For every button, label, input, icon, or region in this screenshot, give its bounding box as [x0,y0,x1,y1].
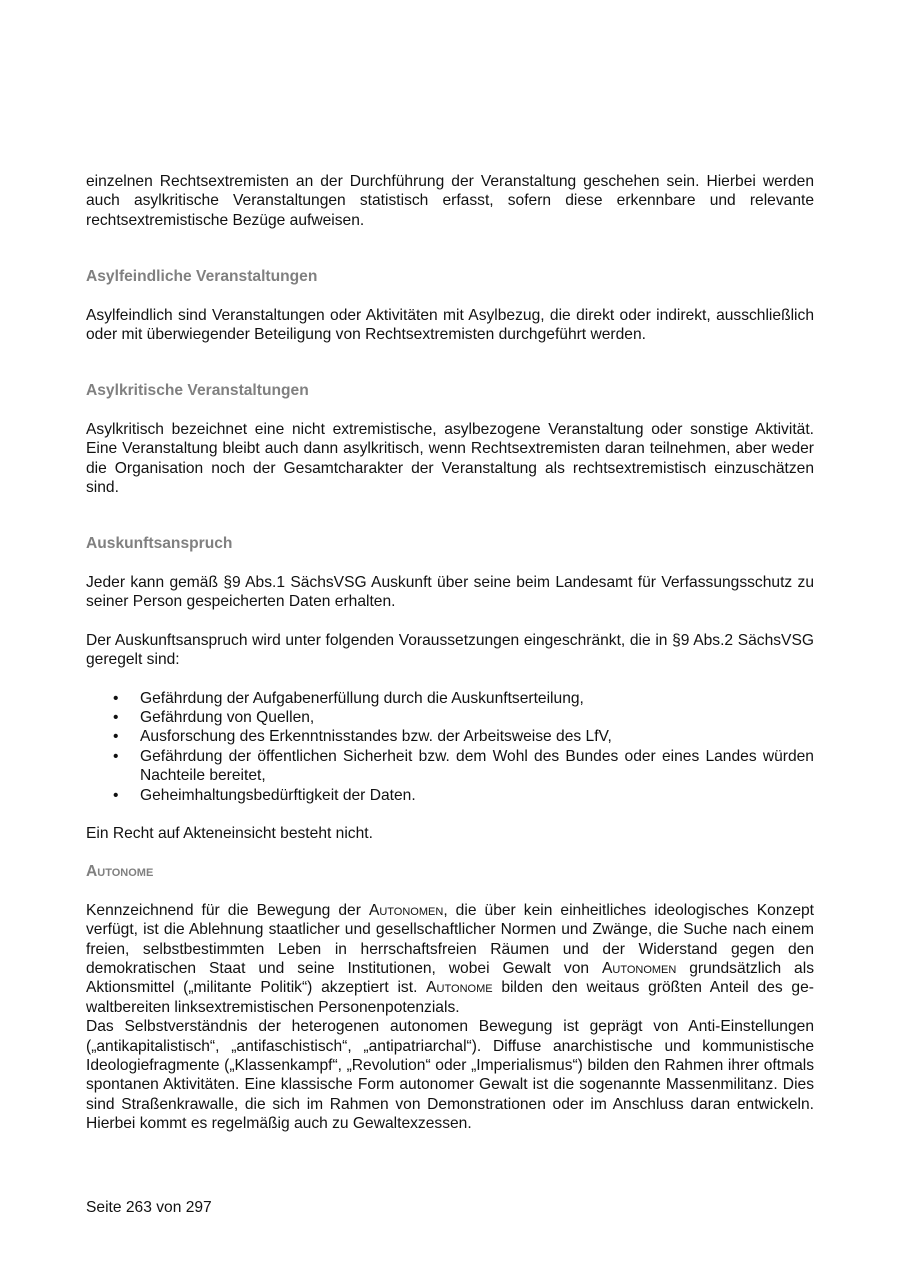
autonome-term: Autonomen [601,959,677,977]
list-item: • Geheimhaltungsbedürftigkeit der Daten. [113,786,416,804]
auskunftsanspruch-paragraph-2: Der Auskunftsanspruch wird unter folgenden Voraussetzungen eingeschränkt, die in §9 Abs.2 SächsVSG geregelt sind: [86,631,814,669]
heading-asylfeindliche-veranstaltungen: Asylfeindliche Veranstaltungen [86,268,318,286]
list-item: • Gefährdung von Quellen, [113,708,315,726]
document-page [86,172,814,1134]
list-item: • Gefährdung der Aufgabenerfüllung durch die Auskunftserteilung, [113,689,584,707]
restriction-list [86,689,814,805]
akteneinsicht-paragraph: Ein Recht auf Akteneinsicht besteht nicht. [86,824,373,842]
bullet-icon: • [113,786,119,804]
intro-paragraph: einzelnen Rechtsextremisten an der Durchführung der Veranstaltung geschehen sein. Hierbei werden auch asylkritische Veranstaltungen statistisch erfasst, sofern diese erkennbare und relevante rechtsextremistische Bezüge aufweisen. [86,173,814,229]
list-item: • Gefährdung der öffentlichen Sicherheit bzw. dem Wohl des Bundes oder eines Landes würden Nachteile bereitet, [113,747,814,785]
heading-asylkritische-veranstaltungen: Asylkritische Veranstaltungen [86,382,309,400]
bullet-icon: • [113,708,119,726]
autonome-term: Autonome [426,979,493,997]
asylkritische-paragraph: Asylkritisch bezeichnet eine nicht extremistische, asylbezogene Veranstaltung oder sonstige Aktivität. Eine Veranstaltung bleibt auch dann asylkritisch, wenn Rechtsextremisten daran teilnehmen, aber weder die Organisation noch der Gesamtcharakter der Veranstaltung als rechtsextremistisch einzuschätzen sind. [86,420,814,497]
autonome-term: Autonomen [368,901,444,919]
heading-autonome: Autonome [86,863,154,881]
bullet-icon: • [113,728,119,746]
heading-auskunftsanspruch: Auskunftsanspruch [86,535,233,553]
asylfeindliche-paragraph: Asylfeindlich sind Veranstaltungen oder Aktivitäten mit Asylbezug, die direkt oder indirekt, ausschließlich oder mit überwiegender Beteiligung von Rechtsextremisten durchgeführt werden. [86,306,814,344]
bullet-icon: • [113,747,119,765]
autonome-paragraph-1: Kennzeichnend für die Bewegung der Autonomen, die über kein einheitliches ideologisches Konzept verfügt, ist die Ablehnung staatlicher und gesellschaftlicher Normen und Zwänge, die Suche nach einem freien, selbstbestimmten Leben in herrschaftsfreien Räumen und der Widerstand gegen den demokratischen Staat und seine Institutionen, wobei Gewalt von Autonomen grundsätzlich als Aktionsmittel („militante Politik“) akzeptiert ist. Autonome bilden den weitaus größten Anteil des gewaltbereiten linksextremistischen Personenpotenzials. [86,901,815,1016]
list-item: • Ausforschung des Erkenntnisstandes bzw. der Arbeitsweise des LfV, [113,728,612,746]
auskunftsanspruch-paragraph-1: Jeder kann gemäß §9 Abs.1 SächsVSG Auskunft über seine beim Landesamt für Verfassungsschutz zu seiner Person gespeicherten Daten erhalten. [86,573,814,611]
page-number-footer: Seite 263 von 297 [86,1199,212,1216]
bullet-icon: • [113,689,119,707]
autonome-paragraph-2: Das Selbstverständnis der heterogenen autonomen Bewegung ist geprägt von Anti-Einstellungen („antikapitalistisch“, „antifaschistisch“, „antipatriarchal“). Diffuse anarchistische und kommunistische Ideologiefragmente („Klassenkampf“, „Revolution“ oder „Imperialismus“) bilden den Rahmen ihrer oftmals spontanen Aktivitäten. Eine klassische Form autonomer Gewalt ist die sogenannte Massenmilitanz. Dies sind Straßenkrawalle, die sich im Rahmen von Demonstrationen oder im Anschluss daran entwickeln. Hierbei kommt es regelmäßig auch zu Gewaltexzessen. [86,1018,814,1133]
